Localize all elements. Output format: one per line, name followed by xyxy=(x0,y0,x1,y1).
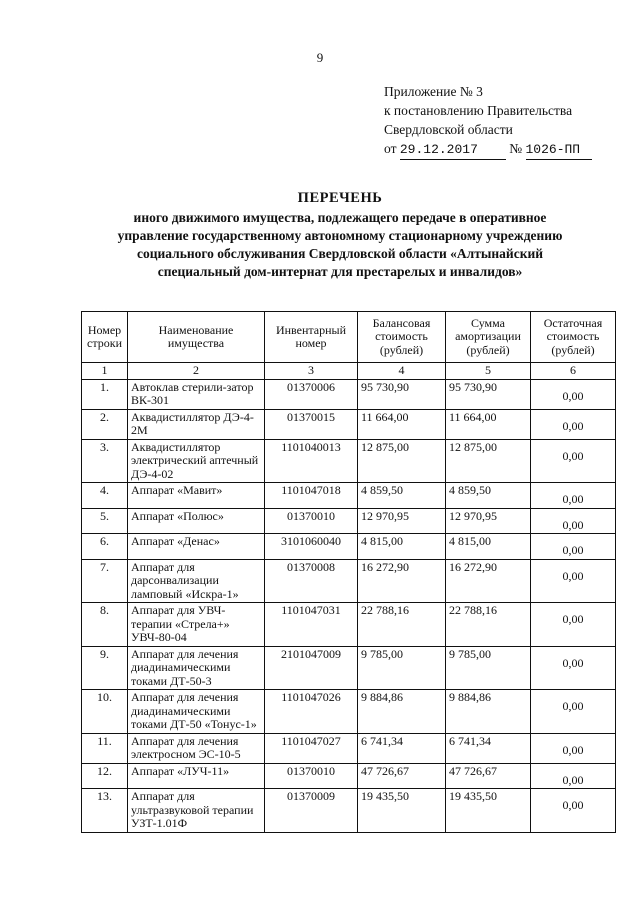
depreciation-value: 12 970,95 xyxy=(446,508,531,534)
residual-value: 0,00 xyxy=(531,439,616,483)
inventory-number: 01370015 xyxy=(265,409,358,439)
row-number: 8. xyxy=(82,603,128,647)
item-name: Аппарат для лечения диадинамическими токами ДТ-50 «Тонус-1» xyxy=(128,690,265,734)
balance-value: 9 884,86 xyxy=(358,690,446,734)
inventory-number: 2101047009 xyxy=(265,646,358,690)
depreciation-value: 47 726,67 xyxy=(446,763,531,789)
decree-number: 1026-ПП xyxy=(526,140,592,160)
residual-value: 0,00 xyxy=(531,603,616,647)
header-depreciation: Сумма амортизации (рублей) xyxy=(446,312,531,363)
page-number: 9 xyxy=(316,50,324,65)
column-index: 5 xyxy=(446,363,531,380)
balance-value: 4 859,50 xyxy=(358,483,446,509)
inventory-number: 1101040013 xyxy=(265,439,358,483)
depreciation-value: 9 785,00 xyxy=(446,646,531,690)
table-row xyxy=(82,603,616,647)
row-number: 4. xyxy=(82,483,128,509)
header-inventory-number: Инвентарный номер xyxy=(265,312,358,363)
property-table xyxy=(81,311,616,833)
balance-value: 6 741,34 xyxy=(358,733,446,763)
depreciation-value: 9 884,86 xyxy=(446,690,531,734)
table-body xyxy=(82,379,616,832)
balance-value: 11 664,00 xyxy=(358,409,446,439)
depreciation-value: 4 815,00 xyxy=(446,534,531,560)
decree-date: 29.12.2017 xyxy=(400,140,506,160)
appendix-block xyxy=(384,82,592,160)
item-name: Аппарат «ЛУЧ-11» xyxy=(128,763,265,789)
residual-value: 0,00 xyxy=(531,690,616,734)
residual-value: 0,00 xyxy=(531,646,616,690)
title-heading: ПЕРЕЧЕНЬ xyxy=(297,190,383,206)
residual-value: 0,00 xyxy=(531,733,616,763)
document-title xyxy=(60,190,620,281)
item-name: Аппарат для дарсонвализации ламповый «Искра-1» xyxy=(128,559,265,603)
item-name: Аппарат для лечения электросном ЭС-10-5 xyxy=(128,733,265,763)
number-prefix: № xyxy=(509,141,523,156)
table-row xyxy=(82,508,616,534)
depreciation-value: 6 741,34 xyxy=(446,733,531,763)
table-row xyxy=(82,379,616,409)
depreciation-value: 19 435,50 xyxy=(446,789,531,833)
balance-value: 9 785,00 xyxy=(358,646,446,690)
residual-value: 0,00 xyxy=(531,763,616,789)
row-number: 1. xyxy=(82,379,128,409)
item-name: Автоклав стерили-затор ВК-301 xyxy=(128,379,265,409)
residual-value: 0,00 xyxy=(531,409,616,439)
table-row xyxy=(82,439,616,483)
row-number: 5. xyxy=(82,508,128,534)
row-number: 9. xyxy=(82,646,128,690)
row-number: 10. xyxy=(82,690,128,734)
appendix-reference: к постановлению Правительства xyxy=(384,103,573,118)
title-line-1: иного движимого имущества, подлежащего передаче в оперативное xyxy=(133,210,547,225)
item-name: Аппарат «Денас» xyxy=(128,534,265,560)
title-line-2: управление государственному автономному стационарному учреждению xyxy=(117,228,563,243)
balance-value: 16 272,90 xyxy=(358,559,446,603)
appendix-date-line xyxy=(384,139,592,160)
item-name: Аппарат для лечения диадинамическими токами ДТ-50-3 xyxy=(128,646,265,690)
row-number: 12. xyxy=(82,763,128,789)
residual-value: 0,00 xyxy=(531,789,616,833)
table-row xyxy=(82,559,616,603)
inventory-number: 1101047027 xyxy=(265,733,358,763)
depreciation-value: 16 272,90 xyxy=(446,559,531,603)
residual-value: 0,00 xyxy=(531,534,616,560)
depreciation-value: 95 730,90 xyxy=(446,379,531,409)
item-name: Аппарат для УВЧ-терапии «Стрела+» УВЧ-80-04 xyxy=(128,603,265,647)
depreciation-value: 12 875,00 xyxy=(446,439,531,483)
item-name: Аппарат «Полюс» xyxy=(128,508,265,534)
row-number: 2. xyxy=(82,409,128,439)
table-row xyxy=(82,733,616,763)
inventory-number: 1101047026 xyxy=(265,690,358,734)
row-number: 11. xyxy=(82,733,128,763)
appendix-title: Приложение № 3 xyxy=(384,84,483,99)
inventory-number: 3101060040 xyxy=(265,534,358,560)
inventory-number: 01370008 xyxy=(265,559,358,603)
balance-value: 4 815,00 xyxy=(358,534,446,560)
column-index-row xyxy=(82,363,616,380)
depreciation-value: 11 664,00 xyxy=(446,409,531,439)
item-name: Аппарат «Мавит» xyxy=(128,483,265,509)
table-row xyxy=(82,763,616,789)
table-header-row xyxy=(82,312,616,363)
item-name: Аквадистиллятор электрический аптечный ДЭ-4-02 xyxy=(128,439,265,483)
inventory-number: 01370009 xyxy=(265,789,358,833)
column-index: 3 xyxy=(265,363,358,380)
inventory-number: 1101047031 xyxy=(265,603,358,647)
residual-value: 0,00 xyxy=(531,483,616,509)
balance-value: 95 730,90 xyxy=(358,379,446,409)
inventory-number: 1101047018 xyxy=(265,483,358,509)
title-line-4: специальный дом-интернат для престарелых и инвалидов» xyxy=(157,264,523,279)
header-item-name: Наименование имущества xyxy=(128,312,265,363)
table-row xyxy=(82,690,616,734)
column-index: 6 xyxy=(531,363,616,380)
inventory-number: 01370010 xyxy=(265,508,358,534)
header-row-number: Номер строки xyxy=(82,312,128,363)
item-name: Аквадистиллятор ДЭ-4-2М xyxy=(128,409,265,439)
inventory-number: 01370010 xyxy=(265,763,358,789)
balance-value: 47 726,67 xyxy=(358,763,446,789)
residual-value: 0,00 xyxy=(531,559,616,603)
balance-value: 19 435,50 xyxy=(358,789,446,833)
inventory-number: 01370006 xyxy=(265,379,358,409)
table-row xyxy=(82,409,616,439)
row-number: 3. xyxy=(82,439,128,483)
depreciation-value: 22 788,16 xyxy=(446,603,531,647)
table-row xyxy=(82,483,616,509)
table-row xyxy=(82,534,616,560)
row-number: 6. xyxy=(82,534,128,560)
row-number: 13. xyxy=(82,789,128,833)
balance-value: 22 788,16 xyxy=(358,603,446,647)
balance-value: 12 875,00 xyxy=(358,439,446,483)
header-residual-value: Остаточная стоимость (рублей) xyxy=(531,312,616,363)
column-index: 1 xyxy=(82,363,128,380)
item-name: Аппарат для ультразвуковой терапии УЗТ-1.01Ф xyxy=(128,789,265,833)
row-number: 7. xyxy=(82,559,128,603)
header-balance-value: Балансовая стоимость (рублей) xyxy=(358,312,446,363)
column-index: 2 xyxy=(128,363,265,380)
balance-value: 12 970,95 xyxy=(358,508,446,534)
appendix-region: Свердловской области xyxy=(384,122,513,137)
date-prefix: от xyxy=(384,141,397,156)
depreciation-value: 4 859,50 xyxy=(446,483,531,509)
title-line-3: социального обслуживания Свердловской области «Алтынайский xyxy=(136,246,544,261)
column-index: 4 xyxy=(358,363,446,380)
residual-value: 0,00 xyxy=(531,508,616,534)
table-row xyxy=(82,646,616,690)
residual-value: 0,00 xyxy=(531,379,616,409)
table-row xyxy=(82,789,616,833)
